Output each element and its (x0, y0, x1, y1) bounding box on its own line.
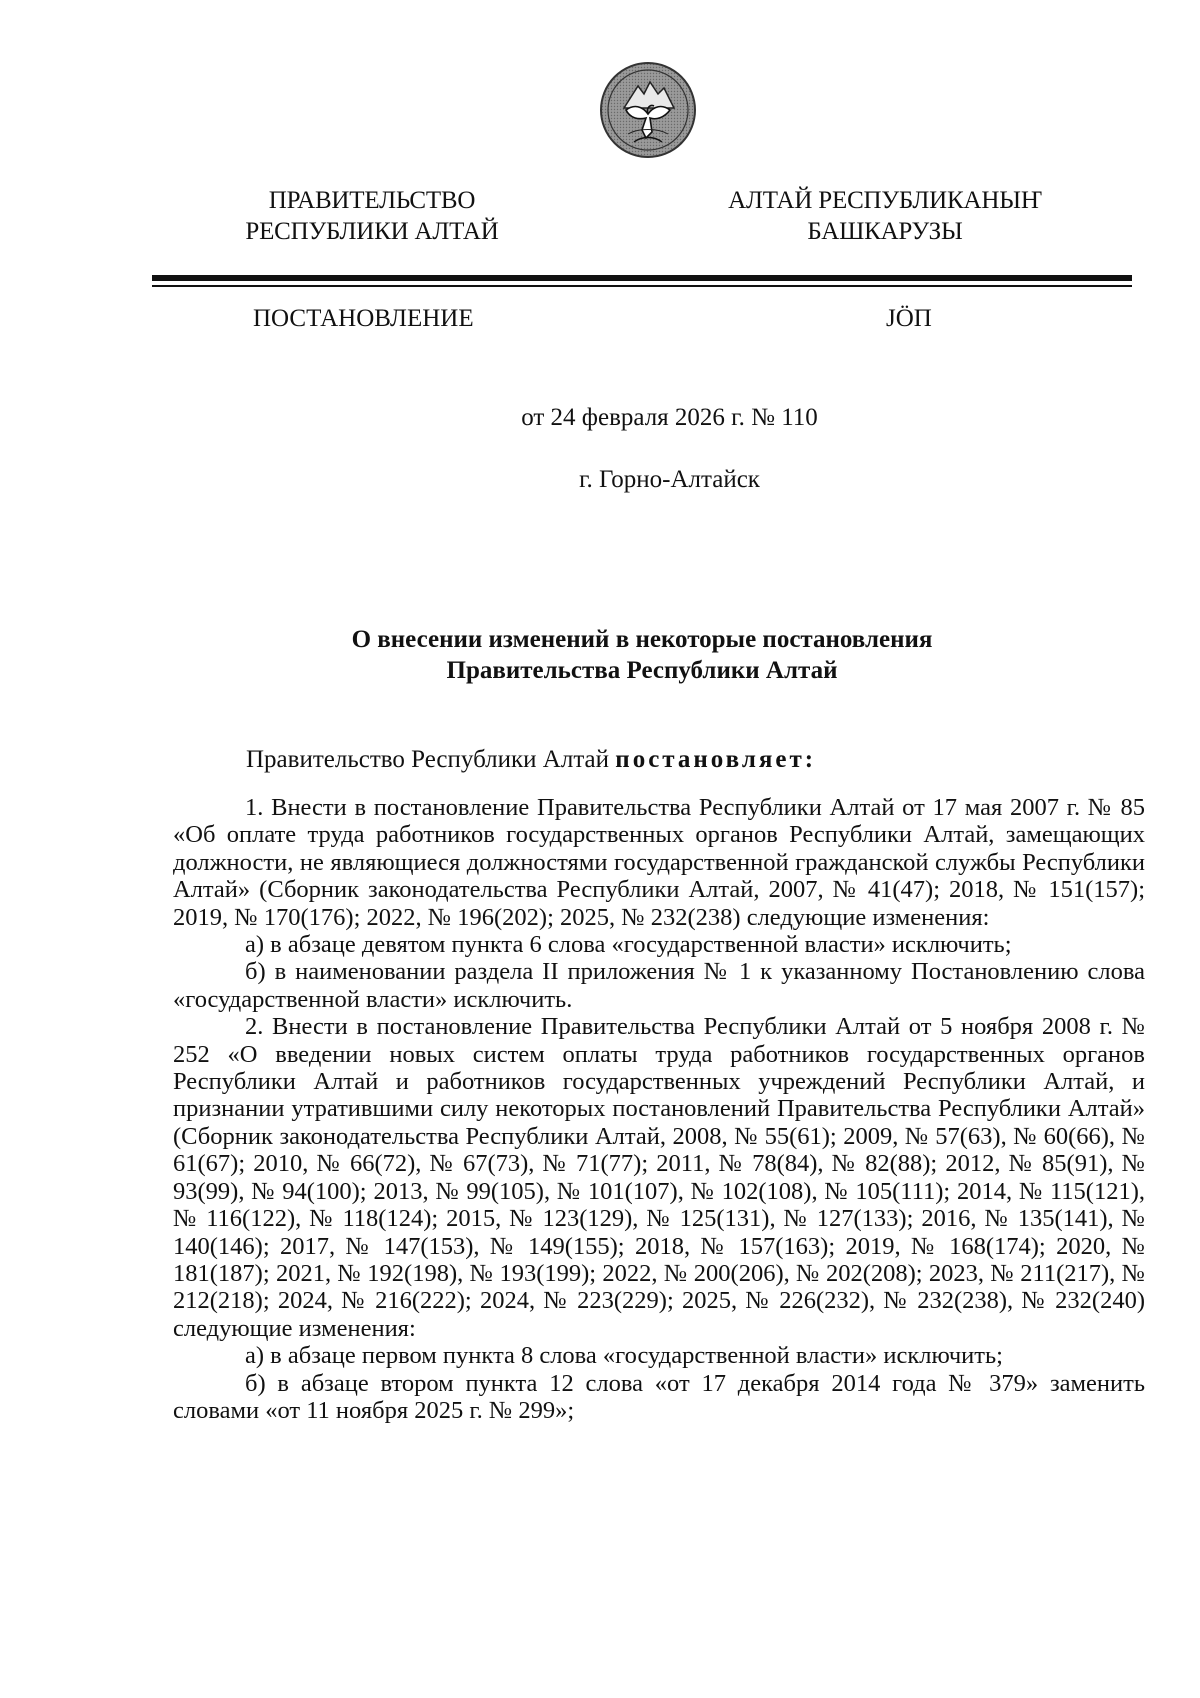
doctype-left: ПОСТАНОВЛЕНИЕ (253, 305, 474, 332)
header-left (192, 185, 552, 247)
paragraph-1: 1. Внести в постановление Правительства Республики Алтай от 17 мая 2007 г. № 85 «Об оплате труда работников государственных органов Республики Алтай, замещающих должности, не являющиеся должностями государственной гражданской службы Республики Алтай» (Сборник законодательства Республики Алтай, 2007, № 41(47); 2018, № 151(157); 2019, № 170(176); 2022, № 196(202); 2025, № 232(238) следующие изменения: (173, 794, 1145, 931)
document-body (173, 794, 1145, 1424)
header-divider-thick (152, 275, 1132, 281)
preamble (246, 744, 816, 776)
document-city: г. Горно-Алтайск (579, 466, 760, 493)
header-right (705, 185, 1065, 247)
paragraph-2a: а) в абзаце первом пункта 8 слова «государственной власти» исключить; (245, 1342, 1003, 1370)
paragraph-2: 2. Внести в постановление Правительства Республики Алтай от 5 ноября 2008 г. № 252 «О введении новых систем оплаты труда работников государственных органов Республики Алтай и работников государственных учреждений Республики Алтай, и признании утратившими силу некоторых постановлений Правительства Республики Алтай» (Сборник законодательства Республики Алтай, 2008, № 55(61); 2009, № 57(63), № 60(66), № 61(67); 2010, № 66(72), № 67(73), № 71(77); 2011, № 78(84), № 82(88); 2012, № 85(91), № 93(99), № 94(100); 2013, № 99(105), № 101(107), № 102(108), № 105(111); 2014, № 115(121), № 116(122), № 118(124); 2015, № 123(129), № 125(131), № 127(133); 2016, № 135(141), № 140(146); 2017, № 147(153), № 149(155); 2018, № 157(163); 2019, № 168(174); 2020, № 181(187); 2021, № 192(198), № 193(199); 2022, № 200(206), № 202(208); 2023, № 211(217), № 212(218); 2024, № 216(222); 2024, № 223(229); 2025, № 226(232), № 232(238), № 232(240) следующие изменения: (173, 1013, 1145, 1342)
header-right-line1: АЛТАЙ РЕСПУБЛИКАНЫҤ (728, 187, 1042, 214)
document-date: от 24 февраля 2026 г. № 110 (521, 404, 818, 431)
doctype-right: ЈӦП (886, 305, 932, 332)
header-left-line2: РЕСПУБЛИКИ АЛТАЙ (245, 218, 499, 245)
paragraph-1a: а) в абзаце девятом пункта 6 слова «государственной власти» исключить; (245, 931, 1012, 959)
preamble-subject: Правительство Республики Алтай (246, 746, 610, 773)
header-divider-thin (152, 285, 1132, 287)
header-left-line1: ПРАВИТЕЛЬСТВО (268, 187, 476, 214)
title-line2: Правительства Республики Алтай (446, 657, 838, 684)
document-title (152, 624, 1132, 686)
title-line1: О внесении изменений в некоторые постановления (351, 626, 933, 653)
preamble-decree-word: постановляет: (615, 746, 817, 773)
paragraph-2b: б) в абзаце втором пункта 12 слова «от 17 декабря 2014 года № 379» заменить словами «от 11 ноября 2025 г. № 299»; (173, 1369, 1145, 1424)
altai-coat-of-arms-icon (598, 60, 698, 160)
header-right-line2: БАШКАРУЗЫ (807, 218, 963, 245)
paragraph-1b: б) в наименовании раздела II приложения № 1 к указанному Постановлению слова «государственной власти» исключить. (173, 958, 1145, 1013)
